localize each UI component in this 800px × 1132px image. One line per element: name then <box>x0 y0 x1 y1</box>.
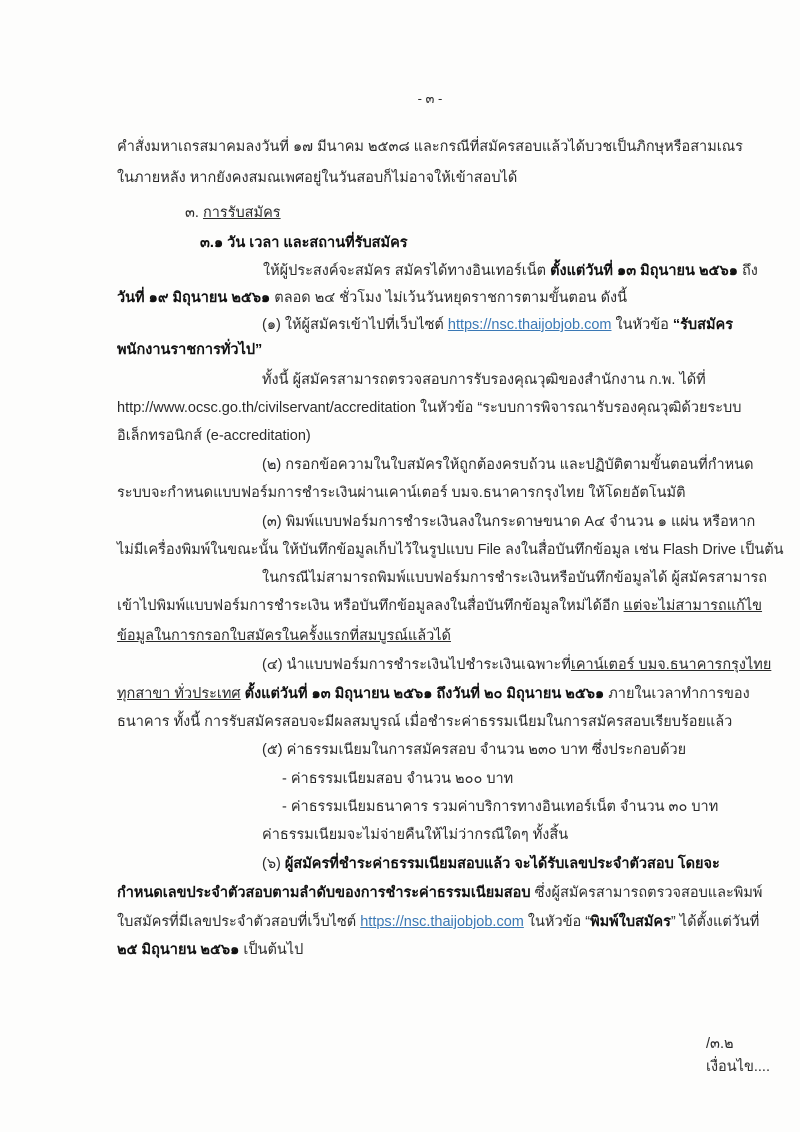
text-run: (๕) ค่าธรรมเนียมในการสมัครสอบ จำนวน ๒๓๐ บาท ซึ่งประกอบด้วย <box>262 742 687 758</box>
text-run: เข้าไปพิมพ์แบบฟอร์มการชำระเงิน หรือบันทึกข้อมูลลงในสื่อบันทึกข้อมูลใหม่ได้อีก <box>117 598 624 614</box>
text-run: ระบบจะกำหนดแบบฟอร์มการชำระเงินผ่านเคาน์เตอร์ บมจ.ธนาคารกรุงไทย ให้โดยอัตโนมัติ <box>117 485 686 501</box>
text-line <box>117 137 743 157</box>
text-run: (๖) <box>262 856 285 872</box>
text-run: ในหัวข้อ “ <box>523 914 591 930</box>
text-run: ในหัวข้อ <box>611 317 673 333</box>
continuation-note: /๓.๒ เงื่อนไข.... <box>706 1036 770 1075</box>
text-line <box>262 455 754 475</box>
text-run: คำสั่งมหาเถรสมาคมลงวันที่ ๑๗ มีนาคม ๒๕๓๘ และกรณีที่สมัครสอบแล้วได้บวชเป็นภิกษุหรือสามเณร <box>117 139 743 155</box>
text-run: ถึง <box>737 263 758 279</box>
underlined-text: การรับสมัคร <box>202 205 281 221</box>
text-line <box>117 684 750 704</box>
text-run: ใบสมัครที่มีเลขประจำตัวสอบที่เว็บไซต์ <box>117 914 361 930</box>
text-run: ในภายหลัง หากยังคงสมณเพศอยู่ในวันสอบก็ไม่อาจให้เข้าสอบได้ <box>117 170 518 186</box>
text-line <box>262 315 733 335</box>
text-line <box>262 370 706 390</box>
text-line <box>262 568 767 588</box>
text-line <box>263 261 758 281</box>
page-number: - ๓ - <box>417 91 443 106</box>
text-run: (๒) กรอกข้อความในใบสมัครให้ถูกต้องครบถ้วน และปฏิบัติตามขั้นตอนที่กำหนด <box>262 457 754 473</box>
text-line <box>185 203 281 223</box>
text-line <box>117 940 303 960</box>
text-line <box>117 712 732 732</box>
text-line <box>117 398 741 418</box>
text-line <box>282 769 513 789</box>
bold-text: ๒๕ มิถุนายน ๒๕๖๑ <box>117 942 240 958</box>
text-run: - ค่าธรรมเนียมธนาคาร รวมค่าบริการทางอินเทอร์เน็ต จำนวน ๓๐ บาท <box>282 799 719 815</box>
underlined-text: ทุกสาขา ทั่วประเทศ <box>117 686 241 702</box>
text-line <box>117 426 311 446</box>
text-run: - ค่าธรรมเนียมสอบ จำนวน ๒๐๐ บาท <box>282 771 514 787</box>
bold-text: พิมพ์ใบสมัคร <box>590 914 671 930</box>
text-run: เป็นต้นไป <box>239 942 304 958</box>
text-run: อิเล็กทรอนิกส์ (e-accreditation) <box>117 428 311 444</box>
text-line <box>117 340 262 360</box>
text-run: (๔) นำแบบฟอร์มการชำระเงินไปชำระเงินเฉพาะที่ <box>262 657 571 673</box>
bold-text: พนักงานราชการทั่วไป” <box>117 342 263 358</box>
text-line <box>117 483 686 503</box>
text-line <box>262 740 686 760</box>
text-run: ทั้งนี้ ผู้สมัครสามารถตรวจสอบการรับรองคุณวุฒิของสำนักงาน ก.พ. ได้ที่ <box>262 372 706 388</box>
bold-text: กำหนดเลขประจำตัวสอบตามลำดับของการชำระค่าธรรมเนียมสอบ <box>117 885 531 901</box>
text-run: ภายในเวลาทำการของ <box>604 686 750 702</box>
text-line <box>262 655 771 675</box>
website-link[interactable]: https://nsc.thaijobjob.com <box>447 317 612 333</box>
text-line <box>262 854 720 874</box>
bold-text: “รับสมัคร <box>672 317 734 333</box>
text-run: (๑) ให้ผู้สมัครเข้าไปที่เว็บไซต์ <box>262 317 448 333</box>
text-line <box>117 912 759 932</box>
website-link[interactable]: https://nsc.thaijobjob.com <box>360 914 524 930</box>
text-run: ในกรณีไม่สามารถพิมพ์แบบฟอร์มการชำระเงินหรือบันทึกข้อมูลได้ ผู้สมัครสามารถ <box>262 570 768 586</box>
underlined-text: ข้อมูลในการกรอกใบสมัครในครั้งแรกที่สมบูรณ์แล้วได้ <box>117 628 451 644</box>
text-run: ตลอด ๒๔ ชั่วโมง ไม่เว้นวันหยุดราชการตามขั้นตอน ดังนี้ <box>270 290 628 306</box>
text-line <box>117 168 517 188</box>
text-run: ไม่มีเครื่องพิมพ์ในขณะนั้น ให้บันทึกข้อมูลเก็บไว้ในรูปแบบ File ลงในสื่อบันทึกข้อมูล เช่น Flash Drive เป็นต้น <box>117 542 784 558</box>
text-line <box>200 233 408 253</box>
text-run: http://www.ocsc.go.th/civilservant/accreditation ในหัวข้อ “ระบบการพิจารณารับรองคุณวุฒิด้วยระบบ <box>117 400 742 416</box>
text-run: ซึ่งผู้สมัครสามารถตรวจสอบและพิมพ์ <box>530 885 763 901</box>
text-run: (๓) พิมพ์แบบฟอร์มการชำระเงินลงในกระดาษขนาด A๔ จำนวน ๑ แผ่น หรือหาก <box>262 514 756 530</box>
underlined-text: แต่จะไม่สามารถแก้ไข <box>623 598 763 614</box>
bold-text: ตั้งแต่วันที่ ๑๓ มิถุนายน ๒๕๖๑ ถึงวันที่ ๒๐ มิถุนายน ๒๕๖๑ <box>244 686 605 702</box>
text-line <box>262 512 755 532</box>
text-run: ” ได้ตั้งแต่วันที่ <box>670 914 760 930</box>
text-line <box>117 288 627 308</box>
bold-text: ๓.๑ วัน เวลา และสถานที่รับสมัคร <box>200 235 408 251</box>
bold-text: ผู้สมัครที่ชำระค่าธรรมเนียมสอบแล้ว จะได้รับเลขประจำตัวสอบ โดยจะ <box>284 856 720 872</box>
text-line <box>117 883 762 903</box>
text-line <box>262 825 568 845</box>
text-run: ธนาคาร ทั้งนี้ การรับสมัครสอบจะมีผลสมบูรณ์ เมื่อชำระค่าธรรมเนียมในการสมัครสอบเรียบร้อยแล้ว <box>117 714 733 730</box>
text-line <box>282 797 718 817</box>
text-run: ให้ผู้ประสงค์จะสมัคร สมัครได้ทางอินเทอร์เน็ต <box>263 263 551 279</box>
bold-text: วันที่ ๑๙ มิถุนายน ๒๕๖๑ <box>117 290 271 306</box>
text-line <box>117 626 451 646</box>
text-run: ๓. <box>185 205 203 221</box>
text-line <box>117 596 762 616</box>
text-run: ค่าธรรมเนียมจะไม่จ่ายคืนให้ไม่ว่ากรณีใดๆ ทั้งสิ้น <box>262 827 569 843</box>
bold-text: ตั้งแต่วันที่ ๑๓ มิถุนายน ๒๕๖๑ <box>550 263 738 279</box>
underlined-text: เคาน์เตอร์ บมจ.ธนาคารกรุงไทย <box>570 657 772 673</box>
text-line <box>117 540 784 560</box>
